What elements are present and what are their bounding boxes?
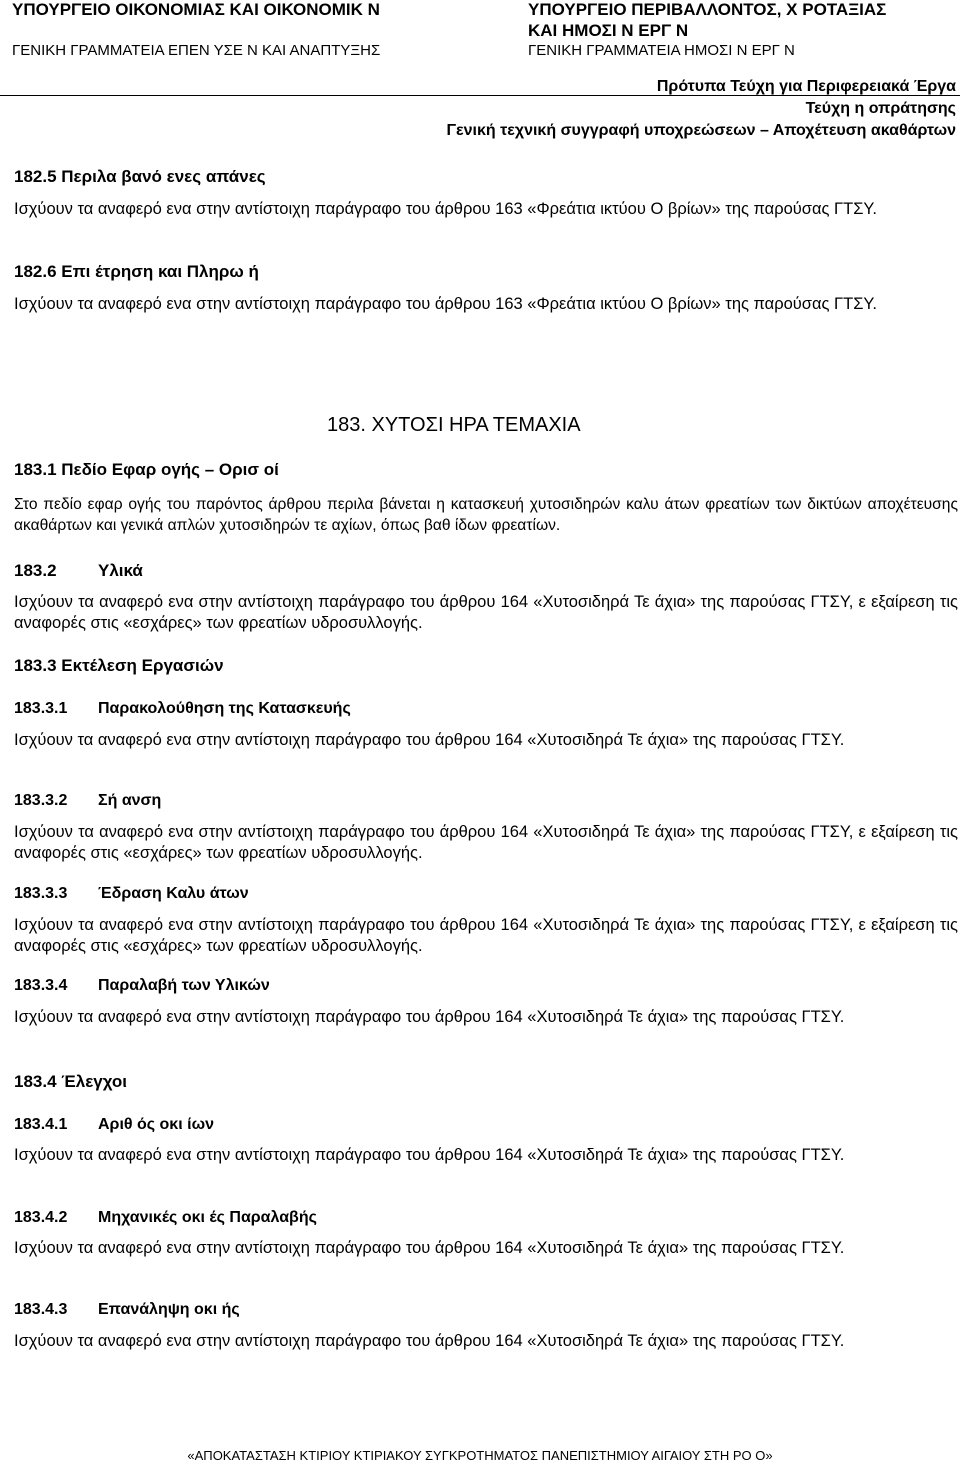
section-183-3-1-text: Ισχύουν τα αναφερό ενα στην αντίστοιχη παράγραφο του άρθρου 164 «Χυτοσιδηρά Τε άχια» της παρούσας ΓΤΣΥ. — [14, 731, 845, 749]
header-secretariat-left: ΓΕΝΙΚΗ ΓΡΑΜΜΑΤΕΙΑ ΕΠΕΝ ΥΣΕ Ν ΚΑΙ ΑΝΑΠΤΥΞΗΣ — [12, 42, 381, 59]
section-182-5-text: Ισχύουν τα αναφερό ενα στην αντίστοιχη παράγραφο του άρθρου 163 «Φρεάτια ικτύου Ο βρίων» της παρούσας ΓΤΣΥ. — [14, 200, 877, 218]
section-183-4-1-text: Ισχύουν τα αναφερό ενα στην αντίστοιχη παράγραφο του άρθρου 164 «Χυτοσιδηρά Τε άχια» της παρούσας ΓΤΣΥ. — [14, 1146, 845, 1164]
section-183-3-3-title: Έδραση Καλυ άτων — [98, 885, 249, 902]
section-183-4-1-number: 183.4.1 — [14, 1116, 68, 1133]
header-ministry-right-line2: ΚΑΙ ΗΜΟΣΙ Ν ΕΡΓ Ν — [528, 21, 689, 40]
section-183-3-3-number: 183.3.3 — [14, 885, 68, 902]
section-183-4-1-title: Αριθ ός οκι ίων — [98, 1116, 214, 1133]
section-183-3-2-heading — [14, 792, 161, 810]
section-183-3-2-text: Ισχύουν τα αναφερό ενα στην αντίστοιχη παράγραφο του άρθρου 164 «Χυτοσιδηρά Τε άχια» της παρούσας ΓΤΣΥ, ε εξαίρεση τις αναφορές στις «εσχάρες» των φρεατίων υδροσυλλογής. — [14, 823, 958, 862]
section-183-4-2-heading — [14, 1209, 317, 1227]
section-183-4-3-title: Επανάληψη οκι ής — [98, 1301, 240, 1318]
section-183-3-3-heading — [14, 885, 249, 903]
section-183-4-2-text: Ισχύουν τα αναφερό ενα στην αντίστοιχη παράγραφο του άρθρου 164 «Χυτοσιδηρά Τε άχια» της παρούσας ΓΤΣΥ. — [14, 1239, 845, 1257]
header-ministry-left: ΥΠΟΥΡΓΕΙΟ ΟΙΚΟΝΟΜΙΑΣ ΚΑΙ ΟΙΚΟΝΟΜΙΚ Ν — [12, 0, 380, 19]
section-183-3-1-heading — [14, 700, 351, 718]
section-183-3-heading: 183.3 Εκτέλεση Εργασιών — [14, 656, 224, 675]
section-183-1-heading: 183.1 Πεδίο Εφαρ ογής – Ορισ οί — [14, 460, 279, 479]
section-183-3-4-heading — [14, 977, 270, 995]
header-secretariat-right: ΓΕΝΙΚΗ ΓΡΑΜΜΑΤΕΙΑ ΗΜΟΣΙ Ν ΕΡΓ Ν — [528, 42, 795, 59]
section-183-4-3-heading — [14, 1301, 240, 1319]
section-183-2-number: 183.2 — [14, 561, 57, 580]
section-183-3-4-number: 183.3.4 — [14, 977, 68, 994]
section-182-6-heading: 182.6 Επι έτρηση και Πληρω ή — [14, 262, 259, 281]
section-183-3-1-number: 183.3.1 — [14, 700, 68, 717]
section-183-2-heading — [14, 561, 143, 581]
footer-project-title: «ΑΠΟΚΑΤΑΣΤΑΣΗ ΚΤΙΡΙΟΥ ΚΤΙΡΙΑΚΟΥ ΣΥΓΚΡΟΤΗΜΑΤΟΣ ΠΑΝΕΠΙΣΤΗΜΙΟΥ ΑΙΓΑΙΟΥ ΣΤΗ ΡΟ Ο» — [187, 1448, 773, 1463]
section-183-4-2-number: 183.4.2 — [14, 1209, 68, 1226]
article-183-title: 183. ΧΥΤΟΣΙ ΗΡΑ ΤΕΜΑΧΙΑ — [327, 414, 581, 436]
section-183-3-2-number: 183.3.2 — [14, 792, 68, 809]
section-183-3-2-title: Σή ανση — [98, 792, 162, 809]
section-183-4-heading: 183.4 Έλεγχοι — [14, 1072, 128, 1091]
section-183-1-text: Στο πεδίο εφαρ ογής του παρόντος άρθρου περιλα βάνεται η κατασκευή χυτοσιδηρών καλυ άτων φρεατίων των δικτύων αποχέτευσης ακαθάρτων και γενικά απλών χυτοσιδηρών τε αχίων, όπως βαθ ίδων φρεατίων. — [14, 496, 958, 534]
section-183-3-1-title: Παρακολούθηση της Κατασκευής — [98, 700, 351, 717]
doc-volume-title: Τεύχη η οπράτησης — [805, 100, 956, 117]
section-183-4-3-number: 183.4.3 — [14, 1301, 68, 1318]
section-183-4-1-heading — [14, 1116, 214, 1134]
section-182-5-heading: 182.5 Περιλα βανό ενες απάνες — [14, 167, 266, 186]
section-183-4-3-text: Ισχύουν τα αναφερό ενα στην αντίστοιχη παράγραφο του άρθρου 164 «Χυτοσιδηρά Τε άχια» της παρούσας ΓΤΣΥ. — [14, 1332, 845, 1350]
header-ministry-right: ΥΠΟΥΡΓΕΙΟ ΠΕΡΙΒΑΛΛΟΝΤΟΣ, Χ ΡΟΤΑΞΙΑΣ — [528, 0, 887, 19]
section-183-3-4-text: Ισχύουν τα αναφερό ενα στην αντίστοιχη παράγραφο του άρθρου 164 «Χυτοσιδηρά Τε άχια» της παρούσας ΓΤΣΥ. — [14, 1008, 845, 1026]
section-182-6-text: Ισχύουν τα αναφερό ενα στην αντίστοιχη παράγραφο του άρθρου 163 «Φρεάτια ικτύου Ο βρίων» της παρούσας ΓΤΣΥ. — [14, 295, 877, 313]
doc-subject-title: Γενική τεχνική συγγραφή υποχρεώσεων – Αποχέτευση ακαθάρτων — [446, 122, 956, 139]
doc-series-title: Πρότυπα Τεύχη για Περιφερειακά Έργα — [656, 78, 956, 95]
section-183-2-title: Υλικά — [98, 561, 143, 580]
section-183-2-text: Ισχύουν τα αναφερό ενα στην αντίστοιχη παράγραφο του άρθρου 164 «Χυτοσιδηρά Τε άχια» της παρούσας ΓΤΣΥ, ε εξαίρεση τις αναφορές στις «εσχάρες» των φρεατίων υδροσυλλογής. — [14, 593, 958, 632]
section-183-3-3-text: Ισχύουν τα αναφερό ενα στην αντίστοιχη παράγραφο του άρθρου 164 «Χυτοσιδηρά Τε άχια» της παρούσας ΓΤΣΥ, ε εξαίρεση τις αναφορές στις «εσχάρες» των φρεατίων υδροσυλλογής. — [14, 916, 958, 955]
section-183-3-4-title: Παραλαβή των Υλικών — [98, 977, 270, 994]
section-183-4-2-title: Μηχανικές οκι ές Παραλαβής — [98, 1209, 317, 1226]
